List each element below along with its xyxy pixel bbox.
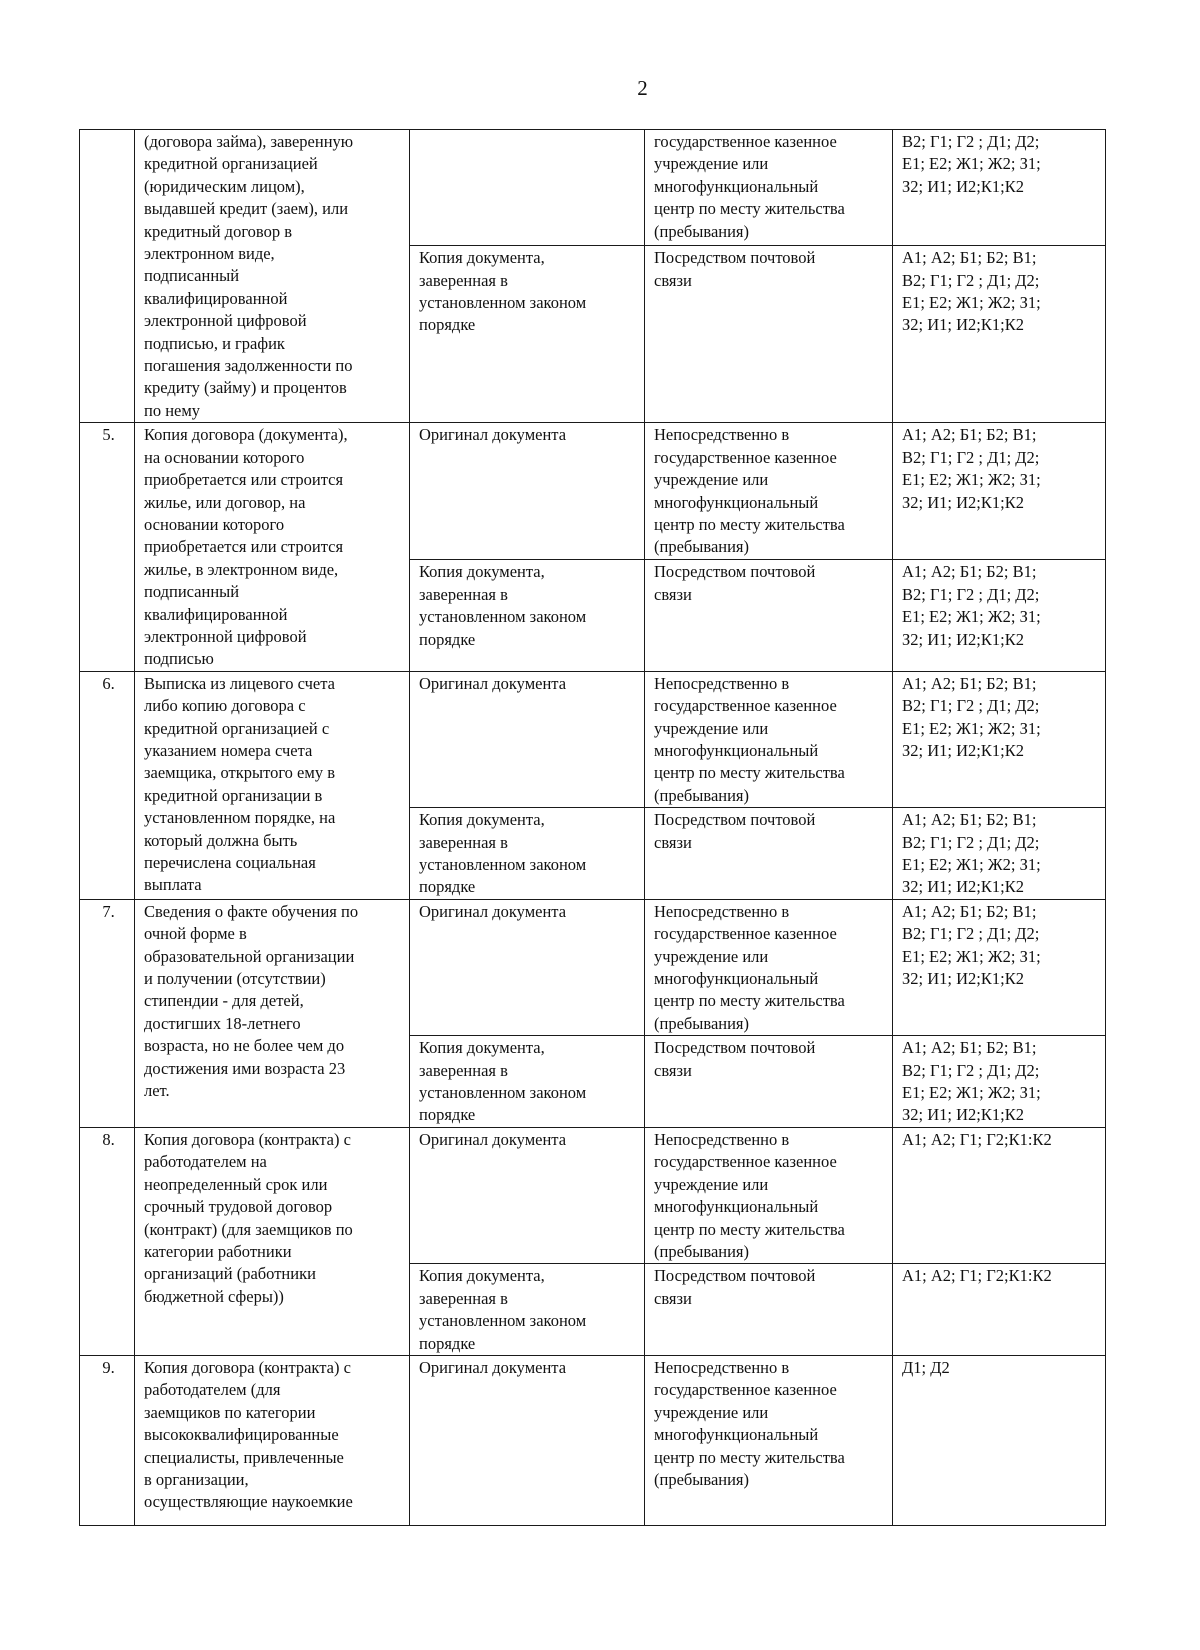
table-row: [80, 130, 1106, 246]
submission-method-cell: Непосредственно в государственное казенное учреждение или многофункциональный центр по месту жительства (пребывания): [645, 1127, 893, 1263]
document-form-cell: Оригинал документа: [410, 899, 645, 1035]
document-form-cell: Копия документа, заверенная в установленном законом порядке: [410, 1036, 645, 1128]
row-number: 9.: [80, 1355, 135, 1525]
row-number: 8.: [80, 1127, 135, 1355]
document-name-cell: Сведения о факте обучения по очной форме в образовательной организации и получении (отсутствии) стипендии - для детей, достигших 18-летнего возраста, но не более чем до достижения ими возраста 23 лет.: [135, 899, 410, 1127]
category-codes-cell: А1; А2; Б1; Б2; В1; В2; Г1; Г2 ; Д1; Д2; Е1; Е2; Ж1; Ж2; З1; З2; И1; И2;К1;К2: [893, 423, 1106, 560]
category-codes-cell: А1; А2; Б1; Б2; В1; В2; Г1; Г2 ; Д1; Д2; Е1; Е2; Ж1; Ж2; З1; З2; И1; И2;К1;К2: [893, 671, 1106, 807]
category-codes-cell: А1; А2; Б1; Б2; В1; В2; Г1; Г2 ; Д1; Д2; Е1; Е2; Ж1; Ж2; З1; З2; И1; И2;К1;К2: [893, 1036, 1106, 1128]
document-name-cell: Выписка из лицевого счета либо копию договора с кредитной организацией с указанием номера счета заемщика, открытого ему в кредитной организации в установленном порядке, на который должна быть перечислена социальная выплата: [135, 671, 410, 899]
table-row: [80, 1127, 1106, 1263]
submission-method-cell: государственное казенное учреждение или многофункциональный центр по месту жительства (пребывания): [645, 130, 893, 246]
category-codes-cell: А1; А2; Б1; Б2; В1; В2; Г1; Г2 ; Д1; Д2; Е1; Е2; Ж1; Ж2; З1; З2; И1; И2;К1;К2: [893, 808, 1106, 900]
document-name-cell: Копия договора (контракта) с работодателем (для заемщиков по категории высококвалифицированные специалисты, привлеченные в организации, осуществляющие наукоемкие: [135, 1355, 410, 1525]
category-codes-cell: А1; А2; Б1; Б2; В1; В2; Г1; Г2 ; Д1; Д2; Е1; Е2; Ж1; Ж2; З1; З2; И1; И2;К1;К2: [893, 246, 1106, 423]
category-codes-cell: В2; Г1; Г2 ; Д1; Д2; Е1; Е2; Ж1; Ж2; З1; З2; И1; И2;К1;К2: [893, 130, 1106, 246]
submission-method-cell: Непосредственно в государственное казенное учреждение или многофункциональный центр по месту жительства (пребывания): [645, 671, 893, 807]
page-number: 2: [637, 76, 648, 100]
submission-method-cell: Посредством почтовой связи: [645, 808, 893, 900]
document-form-cell: Оригинал документа: [410, 1127, 645, 1263]
submission-method-cell: Непосредственно в государственное казенное учреждение или многофункциональный центр по месту жительства (пребывания): [645, 1355, 893, 1525]
document-form-cell: Копия документа, заверенная в установленном законом порядке: [410, 246, 645, 423]
category-codes-cell: Д1; Д2: [893, 1355, 1106, 1525]
row-number: 6.: [80, 671, 135, 899]
table-row: [80, 423, 1106, 560]
row-number: 7.: [80, 899, 135, 1127]
table-row: [80, 1355, 1106, 1525]
submission-method-cell: Посредством почтовой связи: [645, 1264, 893, 1356]
document-form-cell: Копия документа, заверенная в установленном законом порядке: [410, 1264, 645, 1356]
table-row: [80, 671, 1106, 807]
documents-table: [79, 129, 1106, 1526]
document-form-cell: Оригинал документа: [410, 671, 645, 807]
submission-method-cell: Непосредственно в государственное казенное учреждение или многофункциональный центр по месту жительства (пребывания): [645, 423, 893, 560]
category-codes-cell: А1; А2; Б1; Б2; В1; В2; Г1; Г2 ; Д1; Д2; Е1; Е2; Ж1; Ж2; З1; З2; И1; И2;К1;К2: [893, 899, 1106, 1035]
category-codes-cell: А1; А2; Б1; Б2; В1; В2; Г1; Г2 ; Д1; Д2; Е1; Е2; Ж1; Ж2; З1; З2; И1; И2;К1;К2: [893, 560, 1106, 671]
row-number: 5.: [80, 423, 135, 671]
document-form-cell: [410, 130, 645, 246]
submission-method-cell: Посредством почтовой связи: [645, 246, 893, 423]
row-number: [80, 130, 135, 423]
document-name-cell: (договора займа), заверенную кредитной организацией (юридическим лицом), выдавшей кредит (заем), или кредитный договор в электронном виде, подписанный квалифицированной электронной цифровой подписью, и график погашения задолженности по кредиту (займу) и процентов по нему: [135, 130, 410, 423]
category-codes-cell: А1; А2; Г1; Г2;К1:К2: [893, 1127, 1106, 1263]
document-form-cell: Копия документа, заверенная в установленном законом порядке: [410, 560, 645, 671]
document-name-cell: Копия договора (контракта) с работодателем на неопределенный срок или срочный трудовой договор (контракт) (для заемщиков по категории работники организаций (работники бюджетной сферы)): [135, 1127, 410, 1355]
submission-method-cell: Посредством почтовой связи: [645, 560, 893, 671]
document-form-cell: Оригинал документа: [410, 1355, 645, 1525]
document-name-cell: Копия договора (документа), на основании которого приобретается или строится жилье, или договор, на основании которого приобретается или строится жилье, в электронном виде, подписанный квалифицированной электронной цифровой подписью: [135, 423, 410, 671]
category-codes-cell: А1; А2; Г1; Г2;К1:К2: [893, 1264, 1106, 1356]
document-form-cell: Копия документа, заверенная в установленном законом порядке: [410, 808, 645, 900]
submission-method-cell: Посредством почтовой связи: [645, 1036, 893, 1128]
document-form-cell: Оригинал документа: [410, 423, 645, 560]
table-row: [80, 899, 1106, 1035]
submission-method-cell: Непосредственно в государственное казенное учреждение или многофункциональный центр по месту жительства (пребывания): [645, 899, 893, 1035]
